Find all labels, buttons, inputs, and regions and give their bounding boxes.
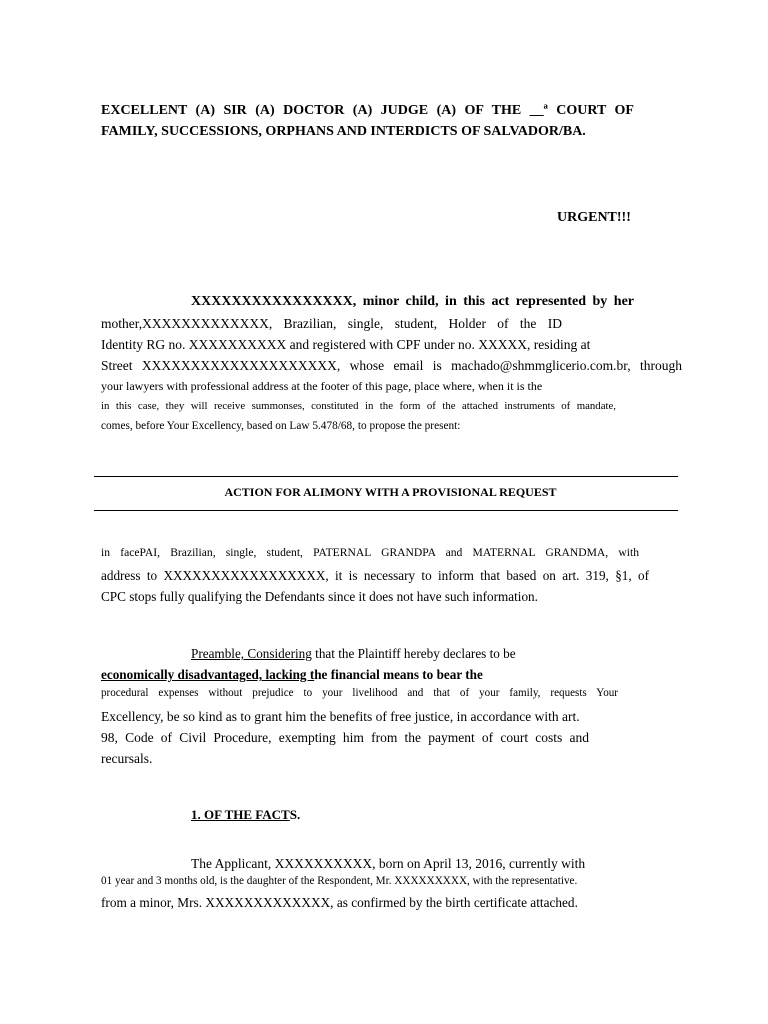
intro-line-1: XXXXXXXXXXXXXXXX, minor child, in this act represented by her <box>191 294 634 309</box>
defendants-line-3: CPC stops fully qualifying the Defendants since it does not have such information. <box>101 589 538 604</box>
preamble-line-1-rest: that the Plaintiff hereby declares to be <box>311 646 516 661</box>
preamble-line-2 <box>101 668 483 681</box>
defendants-line-1: in facePAI, Brazilian, single, student, PATERNAL GRANDPA and MATERNAL GRANDMA, with <box>101 546 639 559</box>
intro-line-5: your lawyers with professional address at the footer of this page, place where, when it is the <box>101 379 543 393</box>
action-title: ACTION FOR ALIMONY WITH A PROVISIONAL REQUEST <box>224 485 557 499</box>
preamble-line-1 <box>191 647 516 660</box>
heading-line-2: FAMILY, SUCCESSIONS, ORPHANS AND INTERDICTS OF SALVADOR/BA. <box>101 124 586 139</box>
facts-line-1: The Applicant, XXXXXXXXXX, born on April 13, 2016, currently with <box>191 856 586 871</box>
preamble-line-6: recursals. <box>101 751 153 766</box>
urgent-label: URGENT!!! <box>557 210 631 225</box>
bottom-rule <box>94 510 678 511</box>
defendants-line-2: address to XXXXXXXXXXXXXXXXX, it is necessary to inform that based on art. 319, §1, of <box>101 568 649 583</box>
intro-line-6: in this case, they will receive summonses, constituted in the form of the attached instruments of mandate, <box>101 400 616 412</box>
facts-heading-rest: S. <box>289 807 301 822</box>
facts-line-2: 01 year and 3 months old, is the daughter of the Respondent, Mr. XXXXXXXXX, with the representative. <box>101 875 578 887</box>
intro-line-4: Street XXXXXXXXXXXXXXXXXXXX, whose email is machado@shmmglicerio.com.br, through <box>101 358 682 373</box>
intro-line-3: Identity RG no. XXXXXXXXXX and registered with CPF under no. XXXXX, residing at <box>101 337 591 352</box>
top-rule <box>94 476 678 477</box>
preamble-line-4: Excellency, be so kind as to grant him the benefits of free justice, in accordance with art. <box>101 709 580 724</box>
intro-line-7: comes, before Your Excellency, based on Law 5.478/68, to propose the present: <box>101 420 461 432</box>
facts-heading <box>191 808 300 821</box>
intro-line-2: mother,XXXXXXXXXXXXX, Brazilian, single, student, Holder of the ID <box>101 316 562 331</box>
preamble-line-5: 98, Code of Civil Procedure, exempting him from the payment of court costs and <box>101 730 589 745</box>
heading-line-1: EXCELLENT (A) SIR (A) DOCTOR (A) JUDGE (A) OF THE __ª COURT OF <box>101 103 634 118</box>
preamble-considering: Preamble, Considering <box>191 646 312 661</box>
facts-line-3: from a minor, Mrs. XXXXXXXXXXXXX, as confirmed by the birth certificate attached. <box>101 895 578 910</box>
preamble-line-3: procedural expenses without prejudice to your livelihood and that of your family, requests Your <box>101 687 618 699</box>
preamble-line-2-rest: he financial means to bear the <box>314 667 483 682</box>
preamble-disadvantaged: economically disadvantaged, lacking t <box>101 667 315 682</box>
facts-heading-underlined: 1. OF THE FACT <box>191 807 290 822</box>
